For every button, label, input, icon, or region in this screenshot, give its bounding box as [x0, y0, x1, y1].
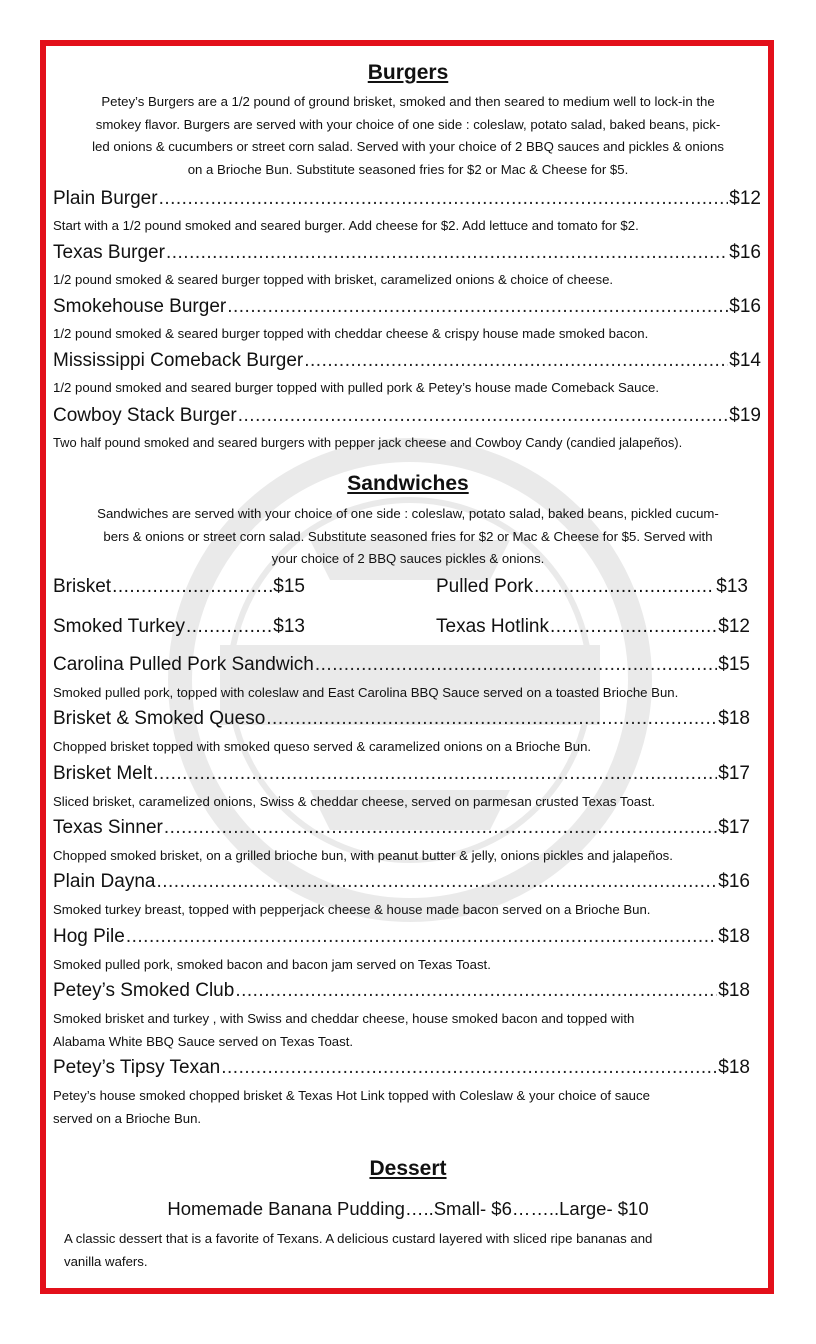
menu-item-brisket — [53, 574, 305, 600]
item-description: Start with a 1/2 pound smoked and seared burger. Add cheese for $2. Add lettuce and tomato for $2. — [53, 218, 639, 233]
item-description: 1/2 pound smoked and seared burger topped with pulled pork & Petey’s house made Comeback Sauce. — [53, 380, 660, 395]
leader-dots — [534, 574, 715, 600]
item-price: $12 — [729, 188, 761, 209]
description-line: Smoked brisket and turkey , with Swiss and cheddar cheese, house smoked bacon and topped with — [53, 1011, 635, 1026]
menu-item-brisket-smoked-queso — [53, 706, 750, 732]
menu-item-plain-burger — [53, 186, 761, 212]
leader-dots — [304, 348, 728, 374]
burgers-intro-line: smokey flavor. Burgers are served with your choice of one side : coleslaw, potato salad, baked beans, pick- — [95, 116, 721, 132]
item-price: $18 — [718, 926, 750, 947]
item-description: Sliced brisket, caramelized onions, Swiss & cheddar cheese, served on parmesan crusted Texas Toast. — [53, 794, 656, 809]
menu-item-texas-burger — [53, 240, 761, 266]
item-price: $17 — [718, 763, 750, 784]
item-price: $16 — [729, 242, 761, 263]
item-name: Smoked Turkey — [53, 616, 185, 637]
burgers-intro — [52, 91, 764, 181]
item-name: Cowboy Stack Burger — [53, 405, 237, 426]
description-line: vanilla wafers. — [64, 1254, 148, 1269]
burgers-heading: Burgers — [367, 61, 449, 84]
leader-dots — [159, 186, 729, 212]
item-price: $19 — [729, 405, 761, 426]
item-price: $13 — [273, 616, 305, 637]
leader-dots — [112, 574, 272, 600]
menu-item-peteys-smoked-club — [53, 978, 750, 1004]
leader-dots — [227, 294, 728, 320]
description-line: A classic dessert that is a favorite of Texans. A delicious custard layered with sliced ripe bananas and — [64, 1231, 653, 1246]
menu-item-cowboy-stack-burger — [53, 403, 761, 429]
menu-item-peteys-tipsy-texan — [53, 1055, 750, 1081]
sandwiches-intro-line: Sandwiches are served with your choice of one side : coleslaw, potato salad, baked beans, pickled cucum- — [97, 506, 719, 521]
description-line: Petey’s house smoked chopped brisket & Texas Hot Link topped with Coleslaw & your choice of sauce — [53, 1088, 650, 1103]
sandwiches-intro-line: bers & onions or street corn salad. Substitute seasoned fries for $2 or Mac & Cheese for $5. Served with — [103, 528, 713, 544]
menu-item-smoked-turkey — [53, 614, 305, 640]
item-name: Smokehouse Burger — [53, 296, 227, 317]
burgers-intro-line: led onions & cucumbers or street corn salad. Served with your choice of 2 BBQ sauces and pickles & onions — [92, 139, 724, 154]
item-description: 1/2 pound smoked & seared burger topped with brisket, caramelized onions & choice of cheese. — [53, 272, 614, 287]
item-description — [53, 1084, 765, 1130]
leader-dots — [550, 614, 717, 640]
item-name: Texas Hotlink — [436, 616, 549, 637]
item-description: Chopped brisket topped with smoked queso served & caramelized onions on a Brioche Bun. — [53, 739, 592, 754]
leader-dots — [166, 240, 728, 266]
item-price: $16 — [718, 871, 750, 892]
item-price: $18 — [718, 1057, 750, 1078]
menu-item-pulled-pork — [436, 574, 748, 600]
sandwiches-heading: Sandwiches — [347, 472, 469, 495]
menu-item-texas-sinner — [53, 815, 750, 841]
leader-dots — [266, 706, 717, 732]
item-price: $18 — [718, 708, 750, 729]
menu-item-plain-dayna — [53, 869, 750, 895]
item-price: $13 — [716, 576, 748, 597]
sandwiches-intro — [52, 503, 764, 571]
banana-pudding-item: Homemade Banana Pudding…..Small- $6……..Large- $10 — [167, 1198, 649, 1219]
item-description: Smoked turkey breast, topped with pepperjack cheese & house made bacon served on a Brioche Bun. — [53, 902, 651, 917]
menu-item-carolina-pulled-pork — [53, 652, 750, 678]
leader-dots — [238, 403, 729, 429]
item-description — [53, 1007, 765, 1053]
leader-dots — [126, 924, 717, 950]
item-price: $17 — [718, 817, 750, 838]
item-description: Smoked pulled pork, smoked bacon and bacon jam served on Texas Toast. — [53, 957, 491, 972]
item-name: Mississippi Comeback Burger — [53, 350, 304, 371]
item-name: Brisket Melt — [53, 763, 153, 784]
burgers-intro-line: Petey’s Burgers are a 1/2 pound of ground brisket, smoked and then seared to medium well to lock-in the — [101, 94, 715, 109]
burgers-intro-line: on a Brioche Bun. Substitute seasoned fries for $2 or Mac & Cheese for $5. — [187, 161, 629, 177]
item-name: Petey’s Tipsy Texan — [53, 1057, 221, 1078]
leader-dots — [164, 815, 717, 841]
menu-item-brisket-melt — [53, 761, 750, 787]
description-line: served on a Brioche Bun. — [53, 1111, 202, 1126]
leader-dots — [156, 869, 717, 895]
leader-dots — [153, 761, 717, 787]
leader-dots — [315, 652, 717, 678]
dessert-description — [64, 1227, 744, 1273]
item-name: Brisket — [53, 576, 112, 597]
leader-dots — [235, 978, 717, 1004]
item-description: 1/2 pound smoked & seared burger topped with cheddar cheese & crispy house made smoked bacon. — [53, 326, 649, 341]
item-price: $16 — [729, 296, 761, 317]
item-price: $12 — [718, 616, 750, 637]
item-name: Hog Pile — [53, 926, 125, 947]
menu-item-mississippi-comeback-burger — [53, 348, 761, 374]
leader-dots — [221, 1055, 717, 1081]
sandwiches-intro-line: your choice of 2 BBQ sauces pickles & onions. — [271, 551, 545, 566]
item-price: $14 — [729, 350, 761, 371]
item-name: Texas Sinner — [53, 817, 163, 838]
item-price: $15 — [718, 654, 750, 675]
item-name: Pulled Pork — [436, 576, 534, 597]
item-name: Plain Dayna — [53, 871, 156, 892]
item-name: Petey’s Smoked Club — [53, 980, 235, 1001]
item-name: Carolina Pulled Pork Sandwich — [53, 654, 314, 675]
description-line: Alabama White BBQ Sauce served on Texas Toast. — [53, 1034, 354, 1049]
menu-item-hog-pile — [53, 924, 750, 950]
item-description: Chopped smoked brisket, on a grilled brioche bun, with peanut butter & jelly, onions pickles and jalapeños. — [53, 848, 673, 863]
item-name: Plain Burger — [53, 188, 158, 209]
leader-dots — [186, 614, 272, 640]
item-name: Texas Burger — [53, 242, 165, 263]
item-description: Smoked pulled pork, topped with coleslaw and East Carolina BBQ Sauce served on a toasted Brioche Bun. — [53, 685, 679, 700]
item-name: Brisket & Smoked Queso — [53, 708, 266, 729]
menu-item-texas-hotlink — [436, 614, 750, 640]
item-description: Two half pound smoked and seared burgers with pepper jack cheese and Cowboy Candy (candied jalapeños). — [53, 435, 683, 450]
menu-item-smokehouse-burger — [53, 294, 761, 320]
item-price: $18 — [718, 980, 750, 1001]
dessert-heading: Dessert — [369, 1157, 447, 1180]
item-price: $15 — [273, 576, 305, 597]
